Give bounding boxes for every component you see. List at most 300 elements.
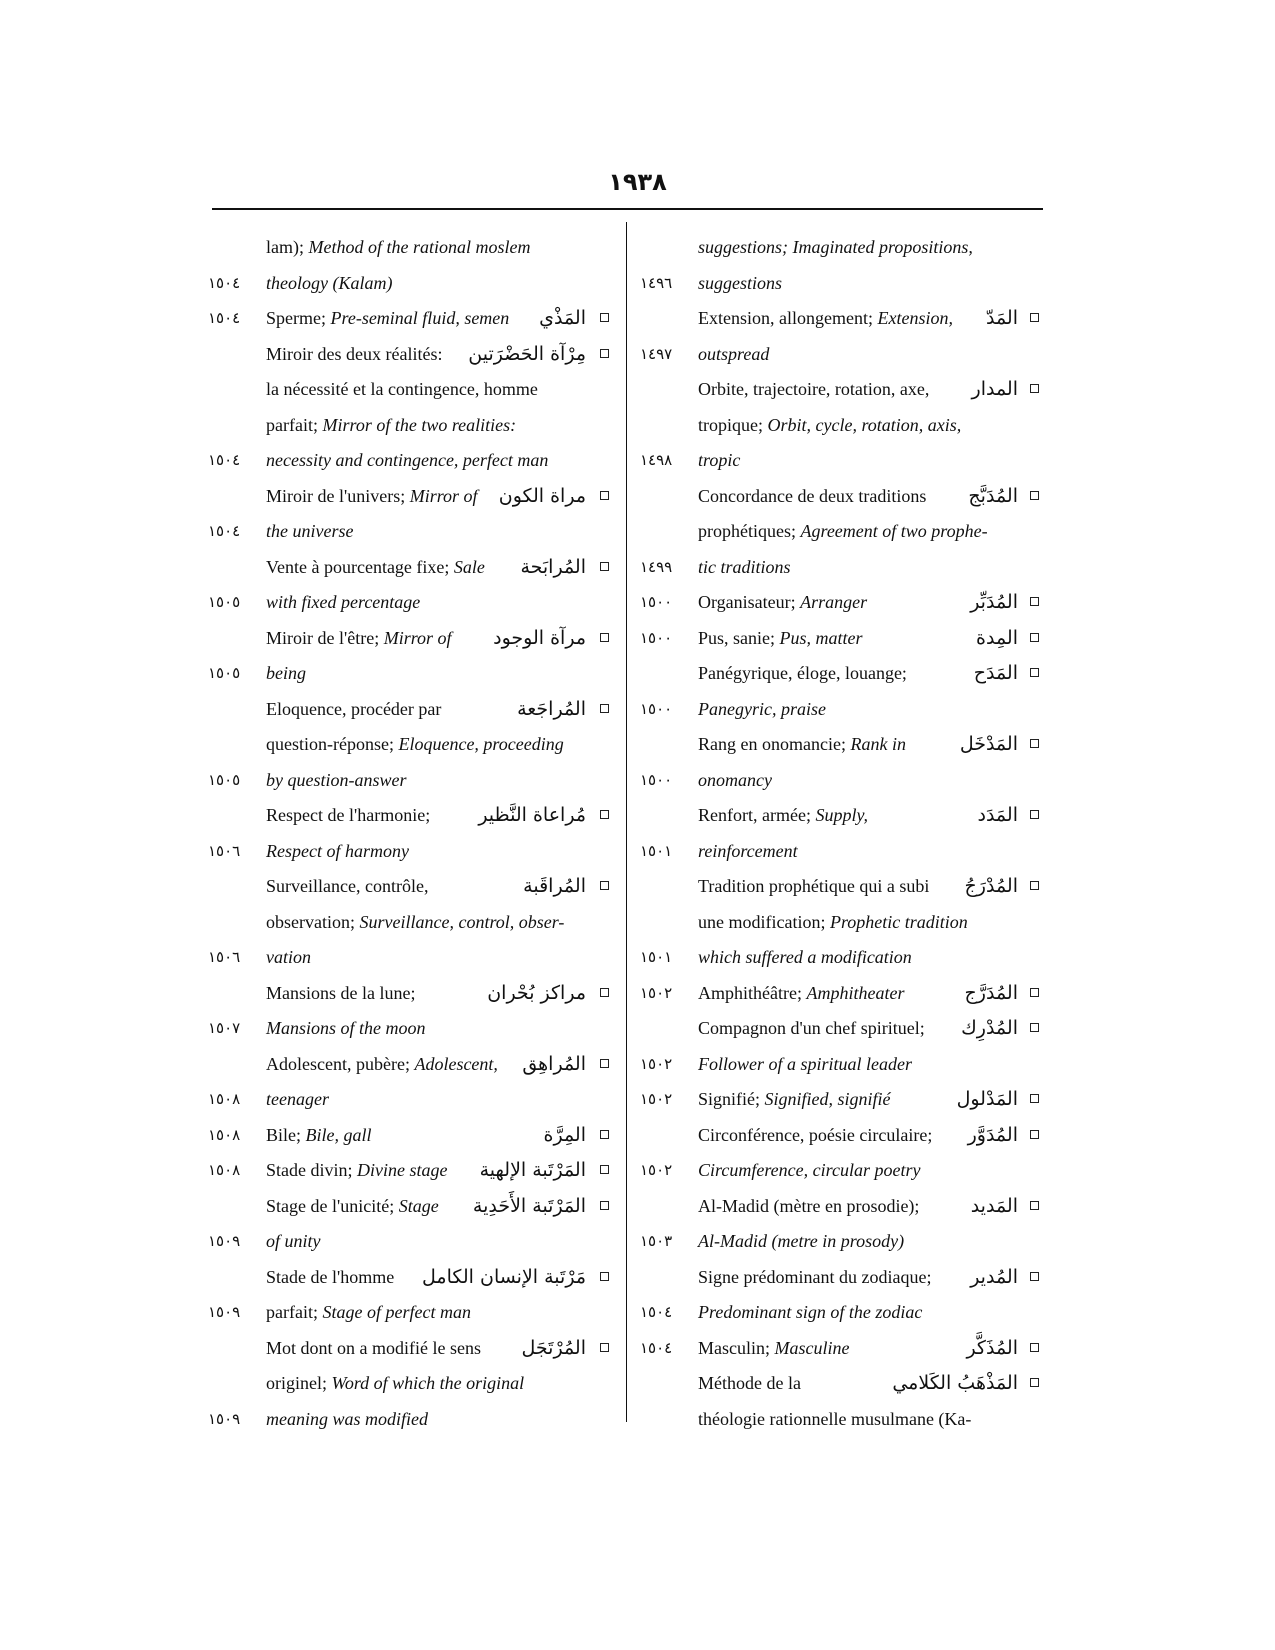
english-text: of unity [266, 1231, 321, 1251]
latin-text [266, 514, 353, 550]
french-text: originel; [266, 1373, 332, 1393]
entry-line [208, 479, 610, 515]
french-text: Méthode de la [698, 1373, 801, 1393]
entry-marker-icon [1030, 633, 1039, 642]
entry-line [208, 1082, 610, 1118]
french-text: Miroir de l'être; [266, 627, 384, 648]
entry-line [640, 940, 1040, 976]
entry-line [208, 1366, 610, 1402]
entry-marker-icon [1030, 988, 1039, 997]
entry-marker-icon [1030, 1023, 1039, 1032]
latin-text [266, 337, 442, 373]
reference-number: ١٥٠٩ [208, 1303, 241, 1321]
english-text: suggestions [698, 272, 783, 293]
entry-line [208, 727, 610, 763]
entry-marker-icon [1030, 313, 1039, 322]
entry-marker-icon [600, 349, 609, 358]
entry-line [208, 1118, 610, 1154]
latin-text [698, 727, 906, 763]
french-text: Al-Madid (mètre en prosodie); [698, 1195, 920, 1216]
entry-line [640, 301, 1040, 337]
entry-line [208, 656, 610, 692]
entry-line [208, 301, 610, 337]
french-text: Circonférence, poésie circulaire; [698, 1124, 933, 1145]
french-text: Miroir de l'univers; [266, 485, 410, 506]
arabic-term: المُدْرِك [961, 1017, 1018, 1039]
latin-text [266, 1047, 498, 1083]
latin-text [698, 1224, 904, 1260]
arabic-term: المَرْتَبة الأَحَدِية [472, 1194, 586, 1217]
entry-line [640, 1082, 1040, 1118]
entry-line [208, 585, 610, 621]
latin-text [698, 585, 867, 621]
entry-line [640, 692, 1040, 728]
english-text: tic traditions [698, 556, 791, 577]
entry-line [640, 656, 1040, 692]
french-text: lam); [266, 237, 309, 257]
english-text: Stage [398, 1195, 439, 1216]
english-text: Arranger [800, 592, 868, 612]
entry-line [640, 1366, 1040, 1402]
french-text: Bile; [266, 1124, 306, 1145]
french-text: Amphithéâtre; [698, 982, 807, 1003]
latin-text [266, 1331, 481, 1367]
entry-marker-icon [600, 1130, 609, 1139]
arabic-term: مُراعاة النَّظير [478, 804, 586, 826]
entry-line [208, 621, 610, 657]
reference-number: ١٥٠٦ [208, 948, 241, 966]
arabic-term: المُدَبَّج [968, 484, 1018, 507]
french-text: question-réponse; [266, 734, 399, 754]
english-text: which suffered a modification [698, 947, 912, 967]
arabic-term: المُراهِق [522, 1052, 586, 1075]
latin-text [698, 1118, 932, 1154]
latin-text [698, 1153, 920, 1189]
french-text: Surveillance, contrôle, [266, 876, 429, 896]
entry-line [208, 1047, 610, 1083]
right-column [640, 230, 1040, 1437]
latin-text [698, 266, 782, 302]
latin-text [698, 443, 740, 479]
english-text: Sale [453, 556, 485, 577]
column-divider [626, 222, 627, 1422]
french-text: théologie rationnelle musulmane (Ka- [698, 1408, 972, 1429]
entry-line [208, 230, 610, 266]
entry-line [208, 408, 610, 444]
entry-line [640, 585, 1040, 621]
entry-line [208, 869, 610, 905]
arabic-term: المِرَّة [543, 1123, 586, 1146]
english-text: Mansions of the moon [266, 1018, 426, 1038]
english-text: Agreement of two prophe- [800, 521, 988, 541]
page-number: ١٩٣٨ [608, 168, 667, 196]
entry-line [640, 621, 1040, 657]
latin-text [266, 479, 478, 515]
latin-text [698, 940, 912, 976]
reference-number: ١٥٠١ [640, 948, 673, 966]
entry-line [208, 905, 610, 941]
latin-text [266, 869, 428, 905]
entry-line [640, 443, 1040, 479]
english-text: being [266, 663, 306, 683]
latin-text [698, 905, 968, 941]
entry-line [640, 1118, 1040, 1154]
french-text: Organisateur; [698, 592, 801, 612]
entry-line [640, 479, 1040, 515]
latin-text [698, 621, 863, 657]
arabic-term: المِدة [976, 626, 1018, 649]
latin-text [266, 834, 409, 870]
reference-number: ١٥٠٨ [208, 1125, 241, 1144]
english-text: Divine stage [357, 1160, 448, 1180]
latin-text [698, 1189, 919, 1225]
english-text: Stage of perfect man [322, 1302, 471, 1322]
latin-text [698, 869, 929, 905]
french-text: Vente à pourcentage fixe; [266, 556, 454, 577]
entry-marker-icon [600, 1201, 609, 1210]
english-text: outspread [698, 343, 770, 364]
english-text: teenager [266, 1089, 329, 1109]
reference-number: ١٤٩٩ [640, 557, 673, 576]
french-text: Stade divin; [266, 1160, 357, 1180]
english-text: Adolescent, [414, 1053, 498, 1074]
latin-text [266, 230, 530, 266]
entry-marker-icon [1030, 1378, 1039, 1387]
entry-line [640, 337, 1040, 373]
entry-marker-icon [1030, 810, 1039, 819]
french-text: Signifié; [698, 1089, 765, 1109]
reference-number: ١٥٠٠ [640, 593, 673, 611]
latin-text [266, 656, 306, 692]
latin-text [698, 656, 907, 692]
entry-marker-icon [600, 988, 609, 997]
arabic-term: المَديد [970, 1194, 1018, 1217]
latin-text [698, 1260, 931, 1296]
reference-number: ١٥٠٢ [640, 1161, 673, 1179]
latin-text [266, 1366, 524, 1402]
english-text: Respect of harmony [266, 840, 409, 861]
latin-text [698, 408, 961, 444]
entry-marker-icon [600, 881, 609, 890]
french-text: Compagnon d'un chef spirituel; [698, 1018, 925, 1038]
latin-text [698, 514, 988, 550]
arabic-term: مراة الكون [498, 484, 586, 507]
english-text: tropic [698, 450, 741, 470]
reference-number: ١٥٠٥ [208, 664, 241, 682]
arabic-term: المَرْتَبة الإلهية [479, 1159, 586, 1181]
reference-number: ١٥٠٣ [640, 1232, 673, 1250]
english-text: Prophetic tradition [829, 911, 968, 932]
latin-text [266, 1082, 329, 1118]
arabic-term: المُرْتَجَل [521, 1336, 586, 1359]
entry-marker-icon [1030, 1130, 1039, 1139]
entry-line [640, 1295, 1040, 1331]
entry-line [640, 1402, 1040, 1438]
reference-number: ١٤٩٨ [640, 451, 673, 469]
entry-marker-icon [1030, 1343, 1039, 1352]
french-text: Adolescent, pubère; [266, 1053, 415, 1074]
entry-marker-icon [1030, 1201, 1039, 1210]
english-text: Mirror of [409, 485, 478, 506]
latin-text [266, 1153, 447, 1189]
french-text: parfait; [266, 1302, 323, 1322]
arabic-term: مراكز بُحْران [487, 981, 586, 1004]
entry-line [640, 266, 1040, 302]
entry-line [640, 905, 1040, 941]
entry-line [640, 798, 1040, 834]
arabic-term: مَرْتَبة الإنسان الكامل [422, 1265, 586, 1288]
entry-line [640, 763, 1040, 799]
french-text: parfait; [266, 414, 323, 435]
arabic-term: المُدْرَجُ [964, 875, 1018, 897]
entry-line [640, 869, 1040, 905]
entry-line [208, 1331, 610, 1367]
entry-line [640, 230, 1040, 266]
latin-text [266, 1295, 471, 1331]
arabic-term: المَدّ [985, 307, 1018, 329]
english-text: reinforcement [698, 840, 798, 861]
english-text: suggestions; Imaginated propositions, [698, 237, 973, 257]
reference-number: ١٥٠١ [640, 841, 673, 860]
latin-text [266, 763, 406, 799]
reference-number: ١٥٠٤ [640, 1303, 673, 1321]
entry-line [208, 1011, 610, 1047]
english-text: with fixed percentage [266, 592, 421, 612]
entry-marker-icon [1030, 384, 1039, 393]
latin-text [698, 976, 904, 1012]
entry-marker-icon [1030, 597, 1039, 606]
english-text: meaning was modified [266, 1408, 428, 1429]
entry-line [640, 550, 1040, 586]
latin-text [266, 1224, 321, 1260]
entry-line [640, 727, 1040, 763]
entry-line [640, 976, 1040, 1012]
entry-marker-icon [1030, 881, 1039, 890]
latin-text [266, 585, 420, 621]
english-text: Mirror of the two realities: [322, 414, 517, 435]
english-text: Panegyric, praise [698, 698, 826, 719]
latin-text [698, 798, 868, 834]
latin-text [266, 408, 516, 444]
latin-text [698, 301, 953, 337]
english-text: Method of the rational moslem [308, 237, 531, 257]
english-text: Surveillance, control, obser- [359, 911, 565, 932]
reference-number: ١٥٠٤ [208, 273, 241, 292]
entry-marker-icon [600, 633, 609, 642]
reference-number: ١٥٠٠ [640, 628, 673, 647]
french-text: Respect de l'harmonie; [266, 805, 431, 825]
arabic-term: المُذَكَّر [966, 1336, 1018, 1359]
arabic-term: المَذْهَبُ الكَلامي [892, 1372, 1018, 1394]
arabic-term: المُدَبِّر [970, 591, 1018, 613]
latin-text [698, 1402, 971, 1438]
french-text: Mansions de la lune; [266, 982, 416, 1003]
french-text: Concordance de deux traditions [698, 485, 927, 506]
reference-number: ١٥٠٠ [640, 699, 673, 718]
english-text: Bile, gall [305, 1124, 372, 1145]
entry-marker-icon [1030, 1094, 1039, 1103]
reference-number: ١٥٠٤ [208, 451, 241, 469]
english-text: Word of which the original [331, 1373, 525, 1393]
reference-number: ١٥٠٠ [640, 770, 673, 789]
english-text: Eloquence, proceeding [398, 734, 564, 754]
latin-text [698, 1047, 912, 1083]
english-text: Pus, matter [779, 627, 863, 648]
english-text: by question-answer [266, 769, 407, 790]
english-text: Rank in [850, 734, 906, 754]
reference-number: ١٥٠٢ [640, 983, 673, 1002]
english-text: Predominant sign of the zodiac [698, 1302, 923, 1322]
reference-number: ١٥٠٨ [208, 1161, 241, 1179]
entry-line [640, 834, 1040, 870]
french-text: Pus, sanie; [698, 627, 780, 648]
english-text: Follower of a spiritual leader [698, 1053, 912, 1074]
french-text: Renfort, armée; [698, 805, 816, 825]
entry-marker-icon [600, 313, 609, 322]
entry-line [640, 1331, 1040, 1367]
arabic-term: المُدَرَّج [964, 981, 1018, 1004]
entry-marker-icon [1030, 668, 1039, 677]
reference-number: ١٥٠٥ [208, 770, 241, 789]
french-text: Sperme; [266, 308, 331, 328]
french-text: Mot dont on a modifié le sens [266, 1337, 481, 1358]
latin-text [266, 940, 311, 976]
entry-line [640, 1224, 1040, 1260]
entry-marker-icon [600, 562, 609, 571]
entry-marker-icon [600, 1059, 609, 1068]
entry-line [640, 1011, 1040, 1047]
entry-line [208, 443, 610, 479]
french-text: Extension, allongement; [698, 308, 878, 328]
french-text: la nécessité et la contingence, homme [266, 379, 538, 399]
reference-number: ١٤٩٧ [640, 344, 673, 363]
entry-marker-icon [600, 1272, 609, 1281]
latin-text [266, 1189, 439, 1225]
reference-number: ١٤٩٦ [640, 273, 673, 292]
latin-text [698, 230, 973, 266]
entry-line [208, 372, 610, 408]
arabic-term: المَذْي [539, 307, 586, 329]
entry-marker-icon [600, 810, 609, 819]
entry-line [208, 976, 610, 1012]
entry-marker-icon [1030, 491, 1039, 500]
entry-line [208, 550, 610, 586]
entry-line [640, 1153, 1040, 1189]
french-text: Orbite, trajectoire, rotation, axe, [698, 379, 930, 399]
entry-line [208, 834, 610, 870]
entry-marker-icon [600, 491, 609, 500]
latin-text [698, 763, 772, 799]
entry-line [208, 266, 610, 302]
english-text: necessity and contingence, perfect man [266, 450, 549, 470]
latin-text [698, 337, 769, 373]
entry-marker-icon [1030, 1272, 1039, 1281]
entry-line [208, 940, 610, 976]
latin-text [266, 905, 564, 941]
french-text: Miroir des deux réalités: [266, 343, 443, 364]
left-column [208, 230, 610, 1437]
english-text: Orbit, cycle, rotation, axis, [767, 414, 962, 435]
entry-line [208, 692, 610, 728]
french-text: Signe prédominant du zodiaque; [698, 1266, 932, 1287]
english-text: vation [266, 947, 311, 967]
latin-text [266, 1118, 372, 1154]
latin-text [698, 834, 798, 870]
entry-marker-icon [600, 704, 609, 713]
latin-text [266, 301, 509, 337]
entry-marker-icon [600, 1343, 609, 1352]
latin-text [698, 372, 929, 408]
latin-text [698, 1082, 891, 1118]
latin-text [266, 692, 441, 728]
english-text: Signified, signifié [764, 1089, 891, 1109]
reference-number: ١٥٠٩ [208, 1232, 241, 1250]
latin-text [266, 798, 430, 834]
arabic-term: المُراجَعة [517, 697, 586, 720]
english-text: the universe [266, 521, 354, 541]
reference-number: ١٥٠٨ [208, 1090, 241, 1108]
latin-text [266, 621, 452, 657]
arabic-term: المَدْخَل [959, 733, 1018, 755]
latin-text [698, 1331, 849, 1367]
entry-line [208, 514, 610, 550]
latin-text [698, 550, 791, 586]
english-text: Masculine [774, 1337, 850, 1358]
french-text: une modification; [698, 911, 830, 932]
arabic-term: المدار [971, 378, 1018, 400]
entry-line [208, 798, 610, 834]
entry-line [208, 763, 610, 799]
reference-number: ١٥٠٧ [208, 1019, 241, 1037]
arabic-term: المُراقَبة [523, 875, 586, 897]
french-text: Masculin; [698, 1337, 775, 1358]
french-text: Stage de l'unicité; [266, 1195, 399, 1216]
header-rule [212, 208, 1043, 210]
english-text: Mirror of [383, 627, 452, 648]
english-text: theology (Kalam) [266, 272, 393, 293]
arabic-term: المَدَد [977, 804, 1018, 826]
french-text: Eloquence, procéder par [266, 698, 442, 719]
reference-number: ١٥٠٤ [640, 1338, 673, 1357]
entry-line [640, 372, 1040, 408]
arabic-term: المُدير [970, 1265, 1018, 1288]
reference-number: ١٥٠٢ [640, 1054, 673, 1073]
english-text: Al-Madid (metre in prosody) [698, 1231, 905, 1251]
arabic-term: المَدْلول [956, 1088, 1018, 1110]
french-text: prophétiques; [698, 521, 801, 541]
entry-line [640, 408, 1040, 444]
latin-text [698, 692, 826, 728]
arabic-term: مرآة الوجود [493, 626, 586, 649]
reference-number: ١٥٠٦ [208, 841, 241, 860]
latin-text [266, 1011, 426, 1047]
entry-line [640, 1260, 1040, 1296]
french-text: Stade de l'homme [266, 1266, 395, 1287]
latin-text [698, 1295, 922, 1331]
latin-text [698, 1366, 801, 1402]
arabic-term: المُرابَحة [520, 555, 586, 578]
english-text: Pre-seminal fluid, semen [330, 308, 510, 328]
arabic-term: المُدَوَّر [967, 1123, 1018, 1146]
english-text: onomancy [698, 769, 772, 790]
entry-line [640, 514, 1040, 550]
english-text: Supply, [815, 805, 868, 825]
entry-line [208, 337, 610, 373]
latin-text [266, 976, 415, 1012]
reference-number: ١٥٠٤ [208, 522, 241, 540]
latin-text [266, 1260, 394, 1296]
latin-text [266, 372, 538, 408]
